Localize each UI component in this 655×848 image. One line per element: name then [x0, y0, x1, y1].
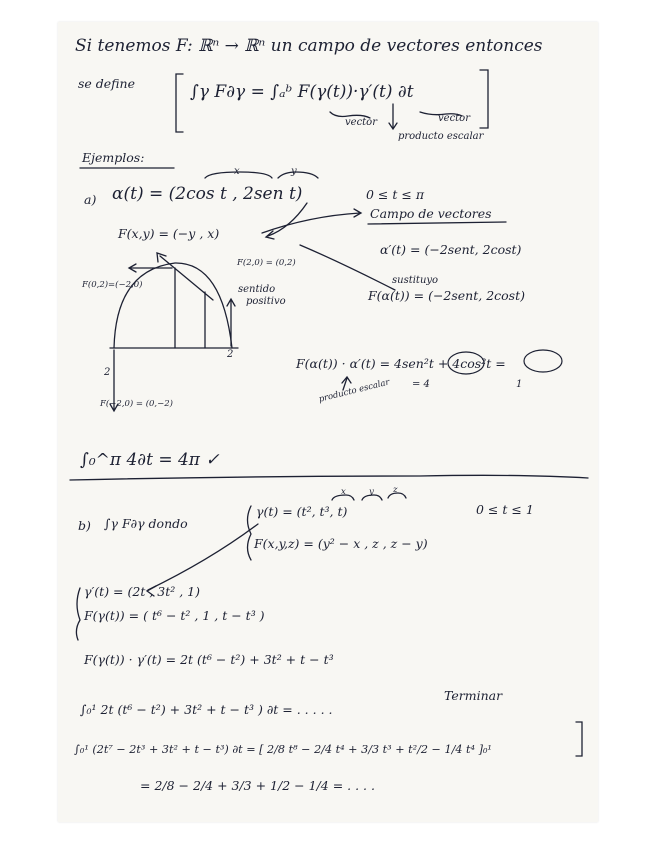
f-neg2-0-label: F(−2,0) = (0,−2)	[100, 399, 173, 409]
vector-label-2: vector	[438, 113, 470, 124]
integral-b: ∫γ F∂γ dondo	[104, 516, 188, 531]
point-2-label: 2	[227, 349, 234, 360]
sentido-label: sentido	[238, 284, 276, 295]
positivo-label: positivo	[246, 296, 286, 307]
equals-4: = 4	[412, 379, 430, 390]
dot-product-b: F(γ(t)) · γ′(t) = 2t (t⁶ − t²) + 3t² + t − t³	[84, 652, 334, 667]
example-a-label: a)	[84, 192, 97, 207]
vector-label: vector	[345, 117, 377, 128]
f-alpha: F(α(t)) = (−2sent, 2cost)	[368, 288, 525, 303]
alpha-parametrization: α(t) = (2cos t , 2sen t)	[112, 184, 303, 204]
y-over-label: y	[291, 166, 297, 177]
se-define-text: se define	[78, 76, 135, 91]
final-sum-b: = 2/8 − 2/4 + 3/3 + 1/2 − 1/4 = . . . .	[140, 778, 375, 793]
producto-escalar-label-2: producto escalar	[317, 377, 391, 405]
integral-line-b: ∫₀¹ 2t (t⁶ − t²) + 3t² + t − t³ ) ∂t = . . . . .	[80, 702, 333, 717]
examples-title: Ejemplos:	[82, 150, 145, 165]
x-over-b: x	[341, 487, 346, 497]
result-a: ∫₀^π 4∂t = 4π ✓	[80, 450, 220, 470]
field-b: F(x,y,z) = (y² − x , z , z − y)	[254, 536, 428, 551]
f-0-2-label: F(0,2)=(−2,0)	[82, 280, 143, 290]
field-a: F(x,y) = (−y , x)	[118, 226, 220, 241]
line-integral-definition: ∫γ F∂γ = ∫ₐᵇ F(γ(t))·γ′(t) ∂t	[190, 82, 414, 102]
dot-product-a: F(α(t)) · α′(t) = 4sen²t + 4cos²t =	[296, 356, 506, 371]
point-neg2-label: 2	[104, 367, 111, 378]
f-2-0-label: F(2,0) = (0,2)	[237, 258, 296, 268]
range-b: 0 ≤ t ≤ 1	[476, 502, 534, 517]
expanded-integral-b: ∫₀¹ (2t⁷ − 2t³ + 3t² + t − t³) ∂t = [ 2/8 t⁸ − 2/4 t⁴ + 3/3 t³ + t²/2 − 1/4 t⁴ ]₀¹	[74, 743, 492, 756]
sustituyo-label: sustituyo	[392, 275, 439, 286]
gamma-b: γ(t) = (t², t³, t)	[256, 504, 348, 519]
definition-intro: Si tenemos F: ℝⁿ → ℝⁿ un campo de vectores entonces	[75, 36, 543, 56]
y-over-b: y	[369, 487, 374, 497]
producto-escalar-label: producto escalar	[398, 131, 484, 142]
campo-de-vectores-label: Campo de vectores	[370, 206, 492, 221]
example-b-label: b)	[78, 518, 91, 533]
range-a: 0 ≤ t ≤ π	[366, 187, 425, 202]
f-gamma-b: F(γ(t)) = ( t⁶ − t² , 1 , t − t³ )	[84, 608, 265, 623]
equals-1: 1	[516, 379, 523, 390]
x-over-label: x	[234, 166, 240, 177]
z-over-b: z	[393, 485, 398, 495]
gamma-prime-b: γ′(t) = (2t , 3t² , 1)	[84, 584, 201, 599]
alpha-prime: α′(t) = (−2sent, 2cost)	[380, 242, 522, 257]
terminar-note: Terminar	[444, 688, 503, 703]
